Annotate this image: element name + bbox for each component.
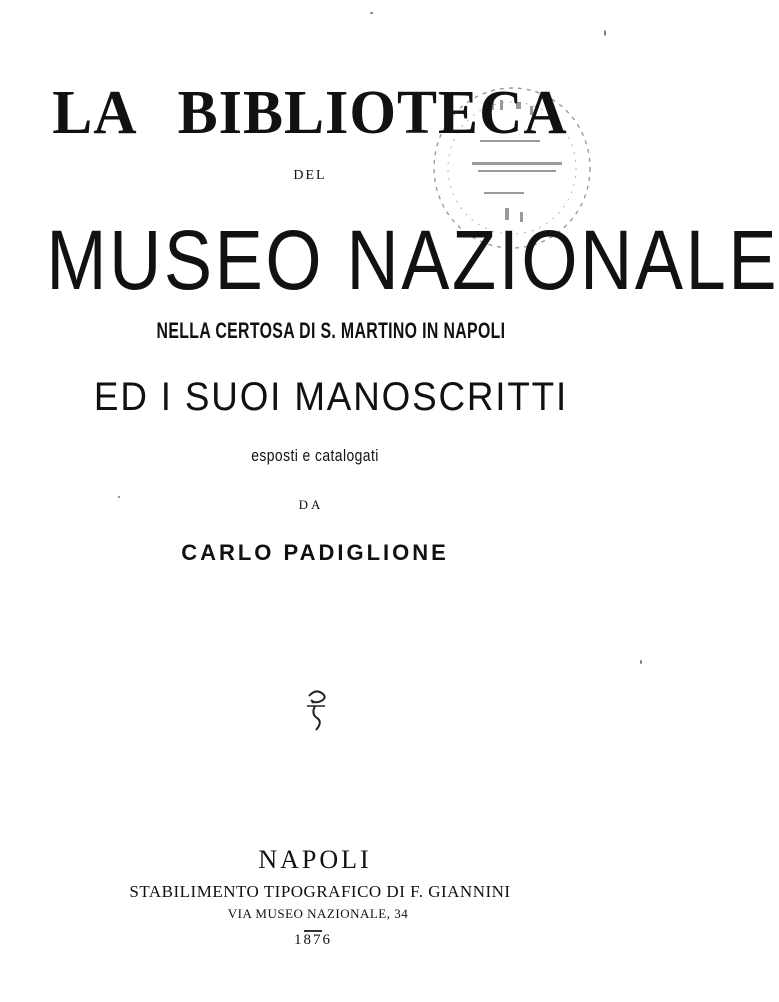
title-connector: DEL (293, 168, 327, 183)
paper-speck (370, 12, 373, 14)
imprint-year: 1876 (294, 932, 332, 948)
subtitle-description: esposti e catalogati (251, 446, 379, 465)
printer-ornament-icon (301, 686, 331, 734)
paper-speck (640, 660, 642, 664)
imprint-address: VIA MUSEO NAZIONALE, 34 (227, 906, 409, 921)
author-name: CARLO PADIGLIONE (181, 540, 449, 565)
imprint-printer: STABILIMENTO TIPOGRAFICO DI F. GIANNINI (129, 882, 511, 901)
paper-speck (118, 496, 120, 498)
title-word-nazionale: NAZIONALE (346, 213, 779, 307)
subtitle-location: NELLA CERTOSA DI S. MARTINO IN NAPOLI (156, 318, 506, 343)
title-word-biblioteca: BIBLIOTECA (177, 77, 568, 147)
title-line-2 (46, 212, 779, 309)
title-word-la: LA (52, 77, 138, 147)
author-by: DA (298, 497, 324, 512)
title-word-museo: MUSEO (46, 213, 325, 307)
subtitle-main: ED I SUOI MANOSCRITTI (93, 375, 569, 419)
paper-speck (604, 30, 606, 36)
imprint-city: NAPOLI (258, 845, 372, 874)
title-line-1 (0, 76, 620, 148)
